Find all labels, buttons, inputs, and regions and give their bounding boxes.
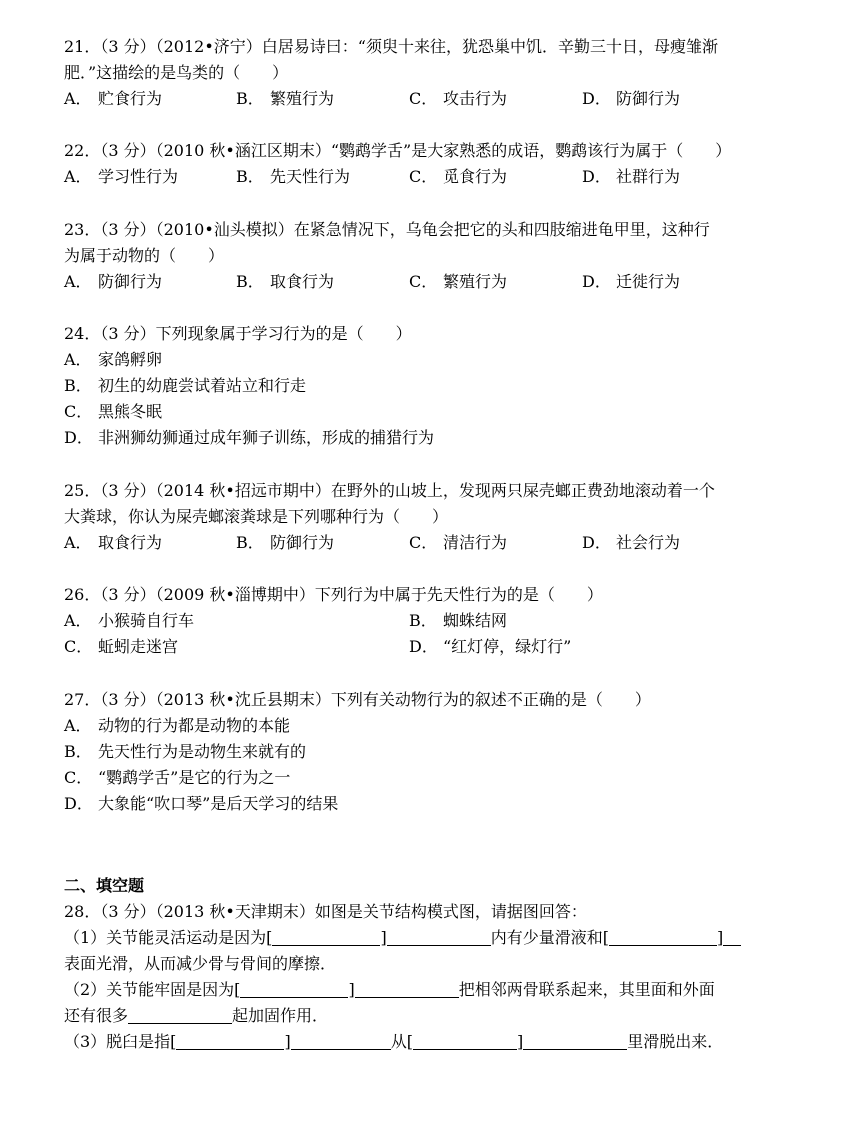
answer-blank[interactable] (387, 927, 491, 946)
option-c[interactable]: C． 繁殖行为 (409, 272, 508, 291)
question-stem: 22．（3 分）（2010 秋•涵江区期末）“鹦鹉学舌”是大家熟悉的成语，鹦鹉该行为属于（ ） (64, 141, 732, 160)
option-d[interactable]: D． 非洲狮幼狮通过成年狮子训练，形成的捕猎行为 (64, 428, 435, 447)
question-28 (64, 899, 764, 1055)
answer-blank[interactable] (240, 979, 348, 998)
option-b[interactable]: B． 蜘蛛结网 (409, 611, 508, 630)
option-a[interactable]: A． 取食行为 (64, 533, 163, 552)
option-b[interactable]: B． 先天性行为 (236, 167, 351, 186)
question-stem: 26．（3 分）（2009 秋•淄博期中）下列行为中属于先天性行为的是（ ） (64, 585, 603, 604)
option-c[interactable]: C． 蚯蚓走迷宫 (64, 637, 179, 656)
options-row (64, 608, 764, 634)
option-d[interactable]: D． 社群行为 (582, 167, 681, 186)
option-d[interactable]: D． 防御行为 (582, 89, 681, 108)
answer-blank[interactable] (291, 1031, 391, 1050)
options-row (64, 164, 764, 190)
answer-blank[interactable] (723, 927, 741, 946)
question-22 (64, 138, 764, 190)
question-stem: 大粪球，你认为屎壳螂滚粪球是下列哪种行为（ ） (64, 507, 449, 526)
options-row (64, 530, 764, 556)
fill-line-4: （3）脱臼是指[ ] 从[ ] 里滑脱出来． (64, 1032, 724, 1051)
option-c[interactable]: C． 觅食行为 (409, 167, 508, 186)
option-c[interactable]: C． 清洁行为 (409, 533, 508, 552)
option-d[interactable]: D． “红灯停，绿灯行” (409, 637, 572, 656)
option-a[interactable]: A． 贮食行为 (64, 89, 163, 108)
answer-blank[interactable] (355, 979, 459, 998)
option-a[interactable]: A． 家鸽孵卵 (64, 350, 163, 369)
option-c[interactable]: C． 黑熊冬眠 (64, 402, 163, 421)
option-d[interactable]: D． 大象能“吹口琴”是后天学习的结果 (64, 794, 339, 813)
option-c[interactable]: C． “鹦鹉学舌”是它的行为之一 (64, 768, 291, 787)
question-stem: 23．（3 分）（2010•汕头模拟）在紧急情况下，乌龟会把它的头和四肢缩进龟甲里，这种行 (64, 220, 710, 239)
answer-blank[interactable] (609, 927, 717, 946)
option-b[interactable]: B． 取食行为 (236, 272, 335, 291)
option-b[interactable]: B． 繁殖行为 (236, 89, 335, 108)
option-a[interactable]: A． 动物的行为都是动物的本能 (64, 716, 291, 735)
question-24 (64, 321, 764, 451)
question-25 (64, 478, 764, 556)
question-stem: 28．（3 分）（2013 秋•天津期末）如图是关节结构模式图，请据图回答： (64, 902, 587, 921)
option-a[interactable]: A． 学习性行为 (64, 167, 179, 186)
option-d[interactable]: D． 迁徙行为 (582, 272, 681, 291)
options-row (64, 86, 764, 112)
question-26 (64, 582, 764, 660)
question-21 (64, 34, 764, 112)
fill-line-2: （2）关节能牢固是因为[ ] 把相邻两骨联系起来，其里面和外面 (64, 980, 715, 999)
question-stem: 肥．”这描绘的是鸟类的（ ） (64, 63, 289, 82)
answer-blank[interactable] (523, 1031, 627, 1050)
question-stem: 27．（3 分）（2013 秋•沈丘县期末）下列有关动物行为的叙述不正确的是（ ） (64, 690, 651, 709)
question-stem: 21．（3 分）（2012•济宁）白居易诗曰：“须臾十来往，犹恐巢中饥．辛勤三十日，母瘦雏渐 (64, 37, 718, 56)
option-d[interactable]: D． 社会行为 (582, 533, 681, 552)
question-text: 表面光滑，从而减少骨与骨间的摩擦． (64, 954, 337, 973)
answer-blank[interactable] (413, 1031, 517, 1050)
question-27 (64, 687, 764, 817)
answer-blank[interactable] (272, 927, 380, 946)
question-23 (64, 217, 764, 295)
option-b[interactable]: B． 防御行为 (236, 533, 335, 552)
answer-blank[interactable] (176, 1031, 284, 1050)
question-stem: 25．（3 分）（2014 秋•招远市期中）在野外的山坡上，发现两只屎壳螂正费劲地滚动着一个 (64, 481, 715, 500)
question-stem: 24．（3 分）下列现象属于学习行为的是（ ） (64, 324, 412, 343)
question-stem: 为属于动物的（ ） (64, 246, 225, 265)
option-b[interactable]: B． 初生的幼鹿尝试着站立和行走 (64, 376, 307, 395)
options-row (64, 269, 764, 295)
option-a[interactable]: A． 小猴骑自行车 (64, 611, 195, 630)
fill-line-1: （1）关节能灵活运动是因为[ ] 内有少量滑液和[ ] (64, 925, 764, 951)
option-b[interactable]: B． 先天性行为是动物生来就有的 (64, 742, 307, 761)
answer-blank[interactable] (128, 1005, 232, 1024)
fill-line-3: 还有很多 起加固作用． (64, 1006, 329, 1025)
options-row (64, 634, 764, 660)
section-title: 二、填空题 (64, 876, 145, 895)
option-c[interactable]: C． 攻击行为 (409, 89, 508, 108)
option-a[interactable]: A． 防御行为 (64, 272, 163, 291)
